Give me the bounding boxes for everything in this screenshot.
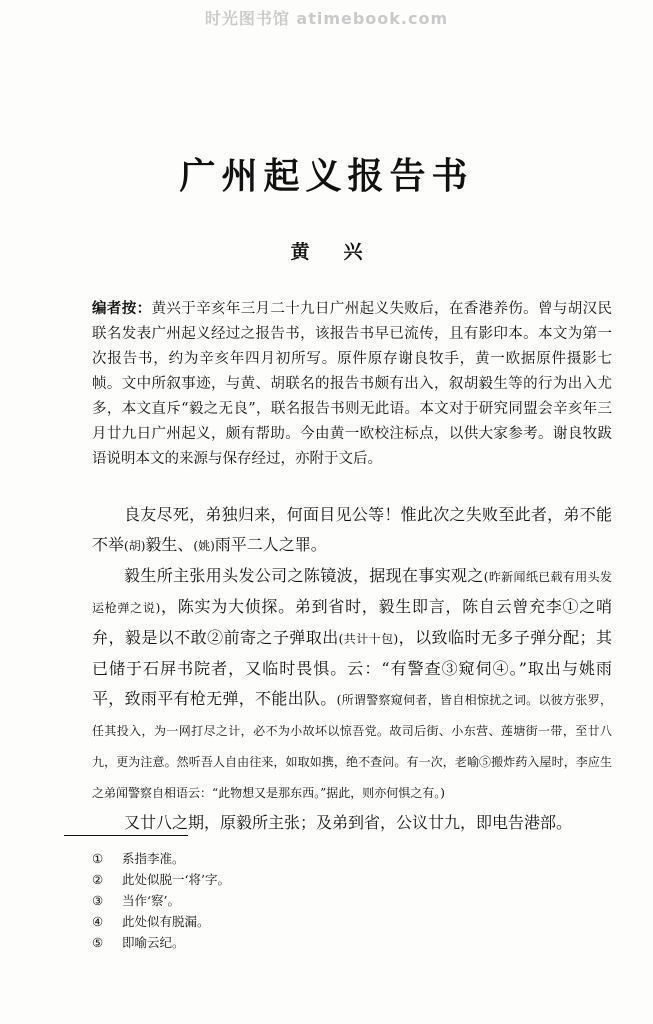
paragraph-text: 毅生、 <box>145 535 194 554</box>
footnote <box>92 932 392 953</box>
footnote-number: ② <box>92 872 104 887</box>
paragraph-text: 又廿八之期，原毅所主张；及弟到省，公议廿九，即电告港部。 <box>124 813 573 832</box>
footnote <box>92 890 392 911</box>
paragraph <box>92 500 612 561</box>
footnote-text: 即喻云纪。 <box>122 935 185 950</box>
editor-note-label: 编者按： <box>92 300 152 317</box>
editor-note <box>92 296 612 472</box>
footnote-text: 此处似脱一‘将’字。 <box>122 872 230 887</box>
footnote <box>92 869 392 890</box>
footnote-number: ① <box>92 851 104 866</box>
author-name: 黄兴 <box>290 241 397 263</box>
main-text <box>92 500 612 838</box>
paragraph <box>92 561 612 808</box>
editor-note-text: 黄兴于辛亥年三月二十九日广州起义失败后，在香港养伤。曾与胡汉民联名发表广州起义经过之报告书，该报告书早已流传，且有影印本。本文为第一次报告书，约为辛亥年四月初所写。原件原存谢良牧手，黄一欧据原件摄影七帧。文中所叙事迹，与黄、胡联名的报告书颇有出入，叙胡毅生等的行为出入尤多，本文直斥“毅之无良”，联名报告书则无此语。本文对于研究同盟会辛亥年三月廿九日广州起义，颇有帮助。今由黄一欧校注标点，以供大家参考。谢良牧跋语说明本文的来源与保存经过，亦附于文后。 <box>92 301 613 467</box>
inline-annotation: (胡) <box>124 539 146 553</box>
page-title: 广州起义报告书 <box>179 155 474 197</box>
footnote-number: ④ <box>92 914 104 929</box>
footnote-number: ⑤ <box>92 935 104 950</box>
paragraph-text: 毅生所主张用头发公司之陈镜波，据现在事实观之 <box>124 566 484 585</box>
footnote-text: 系指李准。 <box>122 851 185 866</box>
paragraph-text: 雨平二人之罪。 <box>214 535 327 554</box>
inline-annotation: (所谓警察窥伺者，皆自相惊扰之词。以彼方张罗，任其投入，为一网打尽之计，必不为小故坏以惊吾党。故司后街、小东营、莲塘街一带，至廿八九，更为注意。然听吾人自由往来，如取如携，绝不查问。有一次，老喻⑤搬炸药入屋时，李应生之弟闻警察自相语云：“此物想又是那东西。”据此，则亦何惧之有。) <box>92 693 612 800</box>
footnotes <box>92 848 392 953</box>
footnote <box>92 848 392 869</box>
footnote-text: 当作‘察’。 <box>122 893 180 908</box>
inline-annotation: (昨新闻纸已载有用头发运枪弹之说) <box>92 570 612 615</box>
footnote-number: ③ <box>92 893 104 908</box>
footnote-text: 此处似有脱漏。 <box>122 914 210 929</box>
watermark: 时光图书馆 atimebook.com <box>204 9 449 28</box>
inline-annotation: (姚) <box>193 539 215 553</box>
paragraph-text: ，以致临时无多子弹分配；其已储于石屏书院者，又临时畏惧。云：“有警查③窥伺④。”取出与姚雨平，致雨平有枪无弹，不能出队。 <box>92 628 612 708</box>
footnote <box>92 911 392 932</box>
paragraph <box>92 808 612 838</box>
paragraph-text: ，陈实为大侦探。弟到省时，毅生即言，陈自云曾充李①之哨弁，毅是以不敢②前寄之子弹取出 <box>92 597 612 647</box>
inline-annotation: (共计十包) <box>338 632 399 646</box>
paragraph-text: 良友尽死，弟独归来，何面目见公等！惟此次之失败至此者，弟不能不举 <box>92 505 612 554</box>
footnote-divider <box>64 835 188 836</box>
